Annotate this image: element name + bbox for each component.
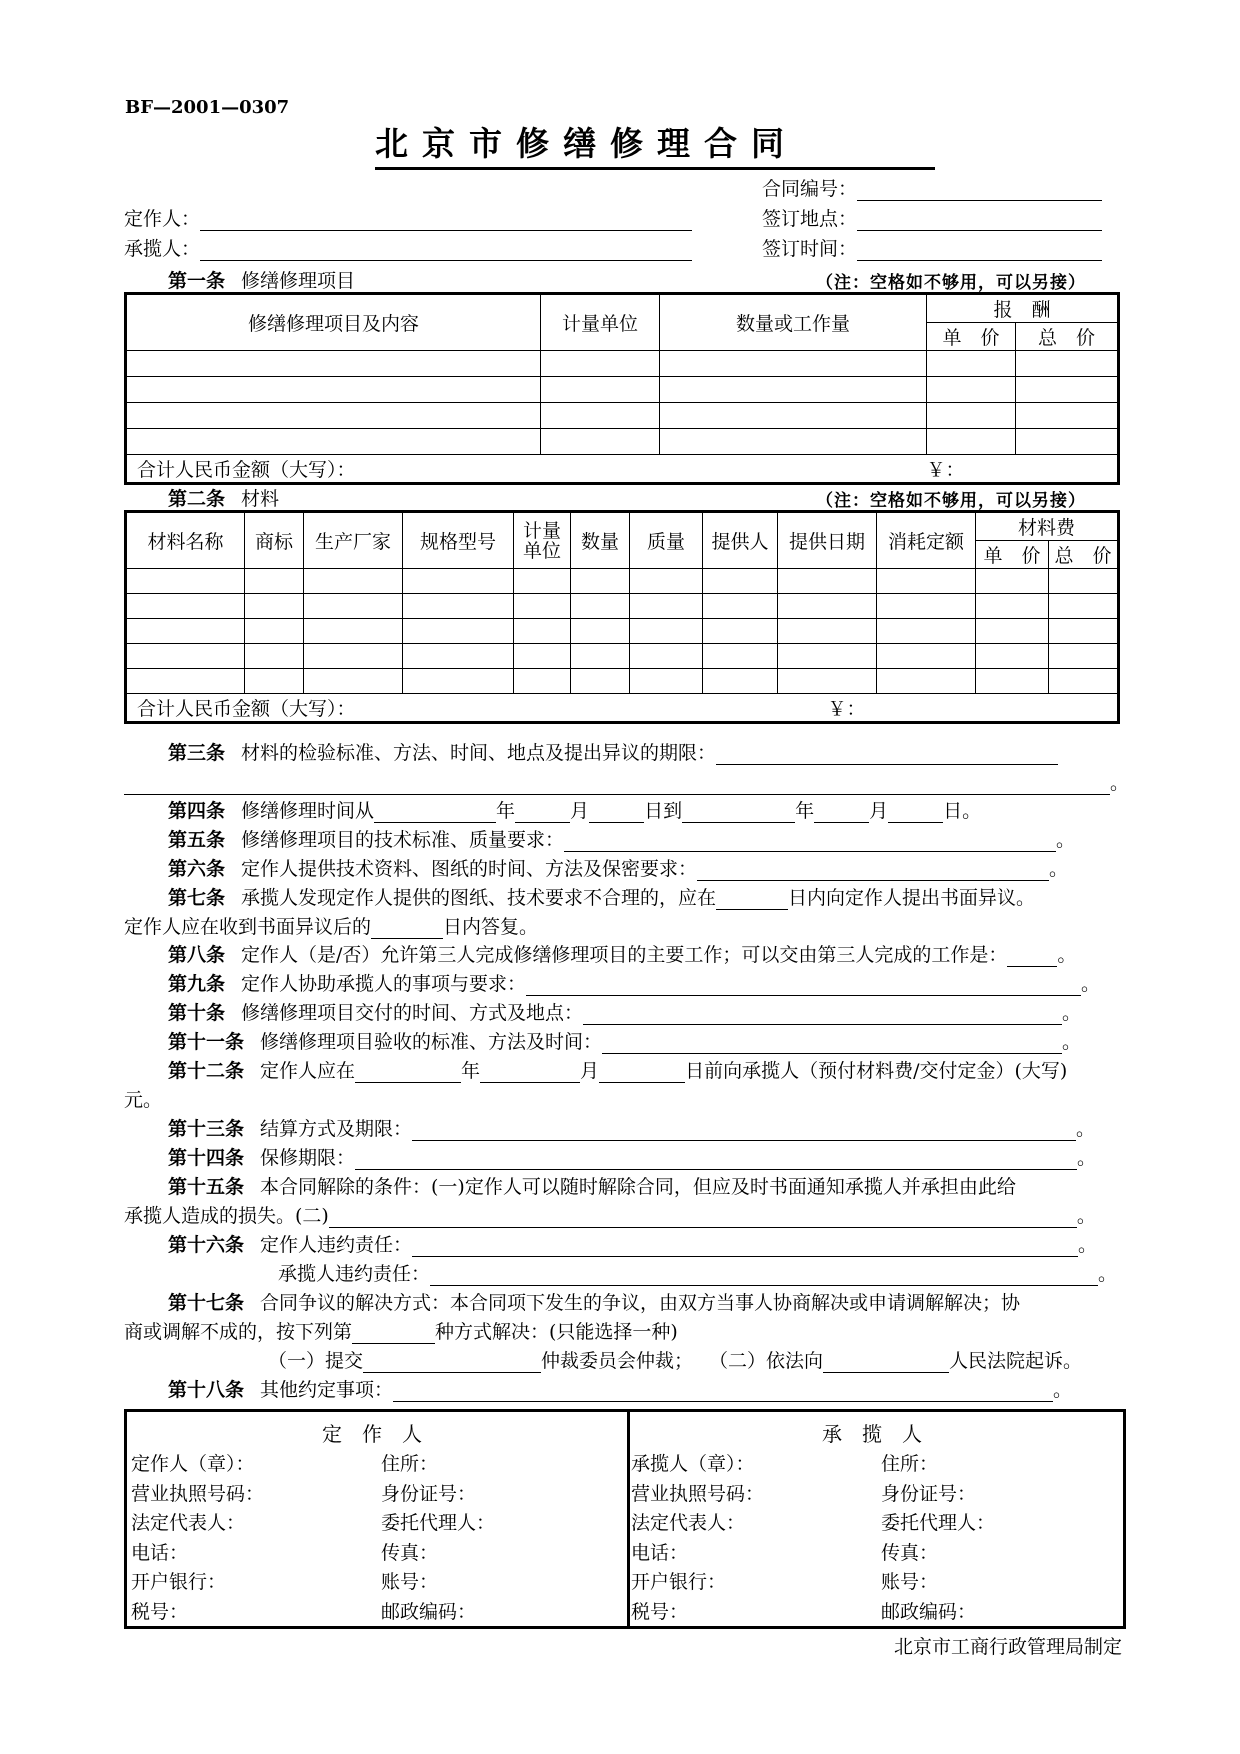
article16-title: 第十六条 [168,1234,245,1256]
article13 [168,1114,1095,1141]
period: 。 [1053,1379,1073,1401]
article1-title: 第一条 [168,270,226,292]
article1-note: （注：空格如不够用，可以另接） [816,273,1086,293]
total-row [126,694,1119,723]
field-label: 承揽人（章）： [631,1453,755,1475]
party-a-title: 定 作 人 [322,1422,422,1446]
article4-text: 修缮修理时间从 [241,800,375,822]
field-label: 定作人（章）： [131,1453,255,1475]
article11 [168,1027,1081,1054]
article9-text: 定作人协助承揽人的事项与要求： [241,973,527,995]
article17-choice-field[interactable] [352,1325,435,1344]
article5-field[interactable] [564,833,1056,852]
day-label: 日。 [943,800,982,822]
party-a-field-row [131,1450,495,1480]
field-label: 身份证号： [881,1482,977,1505]
article16-text2: 承揽人违约责任： [278,1263,431,1285]
col-total-price: 总 价 [1016,323,1119,351]
article7-text: 承揽人发现定作人提供的图纸、技术要求不合理的，应在 [241,887,717,909]
sign-place-field[interactable] [857,212,1102,231]
article9-title: 第九条 [168,973,226,995]
article14-text: 保修期限： [260,1147,356,1169]
article6-title: 第六条 [168,858,226,880]
period: 。 [1062,1031,1082,1053]
col-spec: 规格型号 [403,512,514,569]
field-label: 电话： [631,1541,689,1564]
field-label: 账号： [381,1571,439,1593]
field-label: 传真： [881,1541,939,1564]
col-mat-unit: 计量单位 [514,512,571,569]
court-label: （二）依法向 [709,1350,824,1372]
field-label: 身份证号： [381,1482,477,1505]
col-project: 修缮修理项目及内容 [126,294,541,351]
year-label: 年 [496,800,516,822]
article12-text2: 日前向承揽人（预付材料费/交付定金）(大写) [685,1060,1068,1082]
article6-field[interactable] [697,862,1049,881]
table-row [126,594,1119,619]
sign-time-label: 签订时间： [762,238,858,260]
article12-year-field[interactable] [355,1064,461,1083]
article8-text: 定作人（是/否）允许第三人完成修缮修理项目的主要工作；可以交由第三人完成的工作是： [241,944,1008,966]
article1-name: 修缮修理项目 [241,270,356,292]
party-b-label: 承揽人： [124,238,201,260]
court-field[interactable] [823,1354,949,1373]
field-label: 开户银行： [131,1571,227,1593]
article7-text4: 日内答复。 [443,916,539,938]
col-mat-total-price: 总 价 [1049,541,1119,569]
col-brand: 商标 [245,512,304,569]
col-consumption: 消耗定额 [877,512,976,569]
col-unit: 计量单位 [541,294,660,351]
party-b-title: 承 揽 人 [822,1422,922,1446]
contract-no-label: 合同编号： [762,178,858,200]
article7-text2: 日内向定作人提出书面异议。 [788,887,1036,909]
article10 [168,998,1081,1025]
article15-text: 本合同解除的条件：(一)定作人可以随时解除合同，但应及时书面通知承揽人并承担由此给 [260,1176,1016,1198]
field-label: 营业执照号码： [631,1482,765,1505]
article9 [168,969,1100,996]
form-code: BF—2001—0307 [125,97,290,118]
table-row [126,644,1119,669]
article18 [168,1375,1072,1402]
article15-title: 第十五条 [168,1176,245,1198]
col-fee: 报 酬 [927,294,1119,323]
table-row [126,569,1119,594]
article14 [168,1143,1096,1170]
field-label: 电话： [131,1541,189,1564]
period: 。 [1077,1147,1097,1169]
article18-text: 其他约定事项： [260,1379,394,1401]
field-label: 邮政编码： [881,1600,977,1623]
contract-no-row [762,174,1102,201]
party-a-field-row [131,1480,495,1510]
article2-heading [168,484,279,511]
article4 [168,796,981,823]
article8-title: 第八条 [168,944,226,966]
article7-days-field[interactable] [716,891,788,910]
party-a-field-row [131,1539,495,1569]
col-mat-unit-price: 单 价 [976,541,1049,569]
article15-field[interactable] [329,1209,1077,1228]
article18-title: 第十八条 [168,1379,245,1401]
article17-text2: 商或调解不成的，按下列第 [124,1321,353,1343]
article6 [168,854,1068,881]
party-a-field-row [131,1509,495,1539]
field-label: 营业执照号码： [131,1482,265,1505]
start-month-field[interactable] [515,804,570,823]
article4-title: 第四条 [168,800,226,822]
field-label: 法定代表人： [131,1512,246,1534]
article12 [168,1056,1067,1083]
article3-field-2[interactable] [124,776,1110,795]
field-label: 账号： [881,1571,939,1593]
article3-cont [124,768,1129,795]
party-b-field-row [631,1480,995,1510]
article7-text3: 定作人应在收到书面异议后的 [124,916,372,938]
year-label: 年 [795,800,815,822]
col-unit-price: 单 价 [927,323,1016,351]
article9-field[interactable] [526,977,1081,996]
article17-text: 合同争议的解决方式：本合同项下发生的争议，由双方当事人协商解决或申请调解解决；协 [260,1292,1021,1314]
court-label-2: 人民法院起诉。 [949,1350,1083,1372]
article11-field[interactable] [602,1035,1062,1054]
article3-title: 第三条 [168,742,226,764]
party-a-field-row [131,1598,495,1628]
article2-table [124,510,1120,724]
article18-field[interactable] [393,1383,1053,1402]
col-quality: 质量 [630,512,703,569]
start-day-field[interactable] [589,804,644,823]
article10-text: 修缮修理项目交付的时间、方式及地点： [241,1002,584,1024]
article15 [168,1172,1016,1199]
article3 [168,738,1058,765]
end-day-field[interactable] [888,804,943,823]
party-b-field-row [631,1598,995,1628]
article3-text: 材料的检验标准、方法、时间、地点及提出异议的期限： [241,742,717,764]
party-b-field-row [631,1509,995,1539]
period: 。 [1098,1263,1118,1285]
table-row [126,619,1119,644]
article7 [168,883,1035,910]
article1-heading [168,266,355,293]
article1-yen: ￥： [927,455,1119,484]
month-label: 月 [580,1060,600,1082]
party-b-fields [631,1450,995,1627]
field-label: 邮政编码： [381,1600,477,1623]
sign-place-label: 签订地点： [762,208,858,230]
col-provide-date: 提供日期 [778,512,877,569]
table-row [126,403,1119,429]
table-row [126,669,1119,694]
article2-name: 材料 [241,488,280,510]
article16-text: 定作人违约责任： [260,1234,413,1256]
article5-text: 修缮修理项目的技术标准、质量要求： [241,829,565,851]
table-row [126,377,1119,403]
party-a-label: 定作人： [124,208,201,230]
article1-total-label: 合计人民币金额（大写）： [126,455,927,484]
period: 。 [1076,1118,1096,1140]
end-month-field[interactable] [814,804,869,823]
field-label: 税号： [131,1600,189,1623]
article13-field[interactable] [412,1122,1076,1141]
sign-place-row [762,204,1102,231]
table-row [126,351,1119,377]
col-manufacturer: 生产厂家 [304,512,403,569]
day-label: 日到 [644,800,683,822]
arbitration-label: （一）提交 [268,1350,364,1372]
article17-cont [124,1317,678,1344]
article16-field-2[interactable] [430,1267,1098,1286]
period: 。 [1110,772,1130,794]
article17 [168,1288,1020,1315]
article17-text3: 种方式解决：(只能选择一种) [435,1321,678,1343]
field-label: 住所： [381,1453,439,1475]
article6-text: 定作人提供技术资料、图纸的时间、方法及保密要求： [241,858,698,880]
article2-total-label: 合计人民币金额（大写）： [126,694,976,723]
end-year-field[interactable] [682,804,795,823]
article7-reply-days-field[interactable] [371,920,443,939]
contract-no-field[interactable] [857,182,1102,201]
period: 。 [1076,1205,1096,1227]
field-label: 委托代理人： [381,1512,496,1534]
article5-title: 第五条 [168,829,226,851]
party-a-row [124,204,692,231]
sign-time-field[interactable] [857,242,1102,261]
col-material-fee: 材料费 [976,512,1119,541]
article12-day-field[interactable] [599,1064,685,1083]
article7-cont [124,912,538,939]
article16 [168,1230,1097,1257]
parties-box [124,1409,1126,1629]
field-label: 住所： [881,1453,939,1475]
article3-field[interactable] [716,746,1058,765]
sign-time-row [762,234,1102,261]
month-label: 月 [869,800,889,822]
field-label: 开户银行： [631,1571,727,1593]
article8 [168,940,1076,967]
article1-table [124,292,1120,485]
period: 。 [1081,973,1101,995]
party-b-field-row [631,1539,995,1569]
party-b-field-row [631,1450,995,1480]
article11-title: 第十一条 [168,1031,245,1053]
col-provider: 提供人 [703,512,778,569]
article13-title: 第十三条 [168,1118,245,1140]
article17-title: 第十七条 [168,1292,245,1314]
article11-text: 修缮修理项目验收的标准、方法及时间： [260,1031,603,1053]
field-label: 法定代表人： [631,1512,746,1534]
article10-title: 第十条 [168,1002,226,1024]
col-mat-qty: 数量 [571,512,630,569]
arbitration-label-2: 仲裁委员会仲裁； [541,1350,694,1372]
article15-cont [124,1201,1096,1228]
article2-title: 第二条 [168,488,226,510]
party-a-field[interactable] [200,212,692,231]
period: 。 [1056,829,1076,851]
article12-cont: 元。 [124,1089,163,1111]
issuer-note: 北京市工商行政管理局制定 [893,1636,1122,1658]
period: 。 [1049,858,1069,880]
article12-title: 第十二条 [168,1060,245,1082]
table-row [126,429,1119,455]
article7-title: 第七条 [168,887,226,909]
article13-text: 结算方式及期限： [260,1118,413,1140]
field-label: 委托代理人： [881,1512,996,1534]
article10-field[interactable] [583,1006,1062,1025]
period: 。 [1078,1234,1098,1256]
article8-field[interactable] [1007,948,1057,967]
month-label: 月 [570,800,590,822]
parties-divider [627,1412,630,1626]
party-b-field[interactable] [200,242,692,261]
article14-field[interactable] [355,1151,1077,1170]
article17-options [268,1346,1082,1373]
period: 。 [1062,1002,1082,1024]
period: 。 [1057,944,1077,966]
article5 [168,825,1075,852]
start-year-field[interactable] [374,804,496,823]
article16-field[interactable] [412,1238,1078,1257]
page-title: 北京市修缮修理合同 [375,118,935,170]
party-b-row [124,234,692,261]
total-row [126,455,1119,484]
arbitration-field[interactable] [363,1354,541,1373]
article16-cont [278,1259,1117,1286]
party-b-field-row [631,1568,995,1598]
article12-text: 定作人应在 [260,1060,356,1082]
article15-text2: 承揽人造成的损失。(二) [124,1205,329,1227]
party-a-field-row [131,1568,495,1598]
article2-yen: ￥： [828,694,971,723]
article14-title: 第十四条 [168,1147,245,1169]
year-label: 年 [461,1060,481,1082]
article2-note: （注：空格如不够用，可以另接） [816,491,1086,511]
article12-month-field[interactable] [480,1064,580,1083]
col-material-name: 材料名称 [126,512,245,569]
field-label: 税号： [631,1600,689,1623]
party-a-fields [131,1450,495,1627]
field-label: 传真： [381,1541,439,1564]
col-quantity: 数量或工作量 [660,294,927,351]
